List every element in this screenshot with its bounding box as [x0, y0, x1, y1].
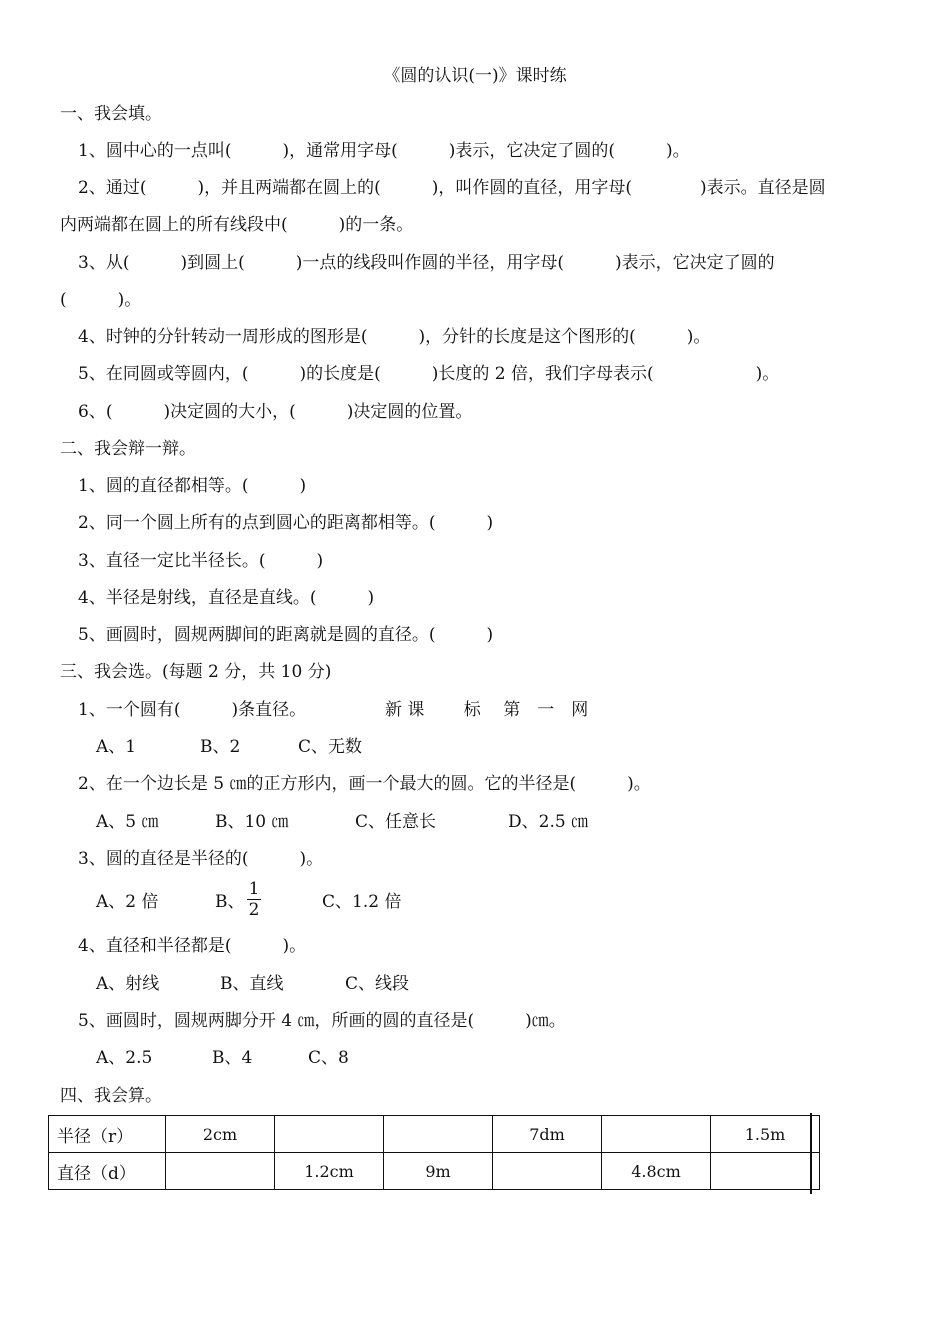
table-cell[interactable]: 9m — [384, 1153, 493, 1190]
table-row — [49, 1116, 820, 1153]
question-1-1: 1、圆中心的一点叫( )，通常用字母( )表示，它决定了圆的( )。 — [78, 141, 690, 161]
option-3-4-a: A、射线 — [96, 974, 160, 994]
option-3-1-a: A、1 — [96, 737, 137, 757]
question-2-3: 3、直径一定比半径长。( ) — [78, 551, 324, 571]
question-3-4: 4、直径和半径都是( )。 — [78, 936, 307, 956]
section4-heading: 四、我会算。 — [60, 1086, 162, 1106]
section2-heading: 二、我会辩一辩。 — [60, 439, 196, 459]
question-1-3-continued: ( )。 — [60, 290, 142, 310]
option-3-2-a: A、5 ㎝ — [96, 812, 159, 832]
option-3-3-c: C、1.2 倍 — [322, 892, 402, 912]
question-3-5: 5、画圆时，圆规两脚分开 4 ㎝，所画的圆的直径是( )㎝。 — [78, 1011, 566, 1031]
table-cell[interactable] — [275, 1116, 384, 1153]
page-title: 《圆的认识(一)》课时练 — [383, 66, 567, 86]
question-3-3: 3、圆的直径是半径的( )。 — [78, 849, 324, 869]
question-3-1: 1、一个圆有( )条直径。 — [78, 700, 307, 720]
option-3-2-c: C、任意长 — [355, 812, 437, 832]
fraction-denominator: 2 — [248, 900, 260, 920]
fraction-one-half — [247, 880, 261, 919]
table-cell[interactable]: 4.8cm — [602, 1153, 711, 1190]
question-3-2: 2、在一个边长是 5 ㎝的正方形内，画一个最大的圆。它的半径是( )。 — [78, 774, 651, 794]
table-cell[interactable]: 1.2cm — [275, 1153, 384, 1190]
question-1-3: 3、从( )到圆上( )一点的线段叫作圆的半径，用字母( )表示，它决定了圆的 — [78, 253, 775, 273]
table-cell[interactable]: 7dm — [493, 1116, 602, 1153]
watermark-text: 新 课 标 第 一 网 — [385, 700, 589, 720]
table-cell[interactable]: 1.5m — [711, 1116, 820, 1153]
radius-diameter-table — [48, 1115, 820, 1190]
section1-heading: 一、我会填。 — [60, 104, 162, 124]
question-1-5: 5、在同圆或等圆内，( )的长度是( )长度的 2 倍，我们字母表示( )。 — [78, 364, 780, 384]
table-row — [49, 1153, 820, 1190]
question-1-4: 4、时钟的分针转动一周形成的图形是( )，分针的长度是这个图形的( )。 — [78, 327, 711, 347]
option-3-5-c: C、8 — [308, 1048, 349, 1068]
option-3-1-b: B、2 — [200, 737, 241, 757]
question-1-2: 2、通过( )，并且两端都在圆上的( )，叫作圆的直径，用字母( )表示。直径是圆 — [78, 178, 826, 198]
question-1-2-continued: 内两端都在圆上的所有线段中( )的一条。 — [60, 215, 414, 235]
question-2-4: 4、半径是射线，直径是直线。( ) — [78, 588, 375, 608]
option-3-5-a: A、2.5 — [96, 1048, 153, 1068]
option-3-2-d: D、2.5 ㎝ — [508, 812, 589, 832]
fraction-numerator: 1 — [248, 879, 260, 899]
question-2-5: 5、画圆时，圆规两脚间的距离就是圆的直径。( ) — [78, 625, 494, 645]
option-3-5-b: B、4 — [212, 1048, 253, 1068]
table-cell[interactable]: 2cm — [166, 1116, 275, 1153]
option-3-4-c: C、线段 — [345, 974, 410, 994]
row-label-radius: 半径（r） — [49, 1116, 166, 1153]
table-right-border — [810, 1113, 812, 1194]
option-3-3-b: B、 — [215, 892, 245, 912]
option-3-3-a: A、2 倍 — [96, 892, 159, 912]
table-cell[interactable] — [493, 1153, 602, 1190]
row-label-diameter: 直径（d） — [49, 1153, 166, 1190]
question-2-1: 1、圆的直径都相等。( ) — [78, 476, 307, 496]
option-3-2-b: B、10 ㎝ — [215, 812, 289, 832]
table-cell[interactable] — [384, 1116, 493, 1153]
question-2-2: 2、同一个圆上所有的点到圆心的距离都相等。( ) — [78, 513, 494, 533]
question-1-6: 6、( )决定圆的大小，( )决定圆的位置。 — [78, 402, 473, 422]
table-cell[interactable] — [711, 1153, 820, 1190]
option-3-4-b: B、直线 — [220, 974, 284, 994]
table-cell[interactable] — [166, 1153, 275, 1190]
section3-heading: 三、我会选。(每题 2 分，共 10 分) — [60, 662, 332, 682]
option-3-1-c: C、无数 — [298, 737, 363, 757]
table-cell[interactable] — [602, 1116, 711, 1153]
